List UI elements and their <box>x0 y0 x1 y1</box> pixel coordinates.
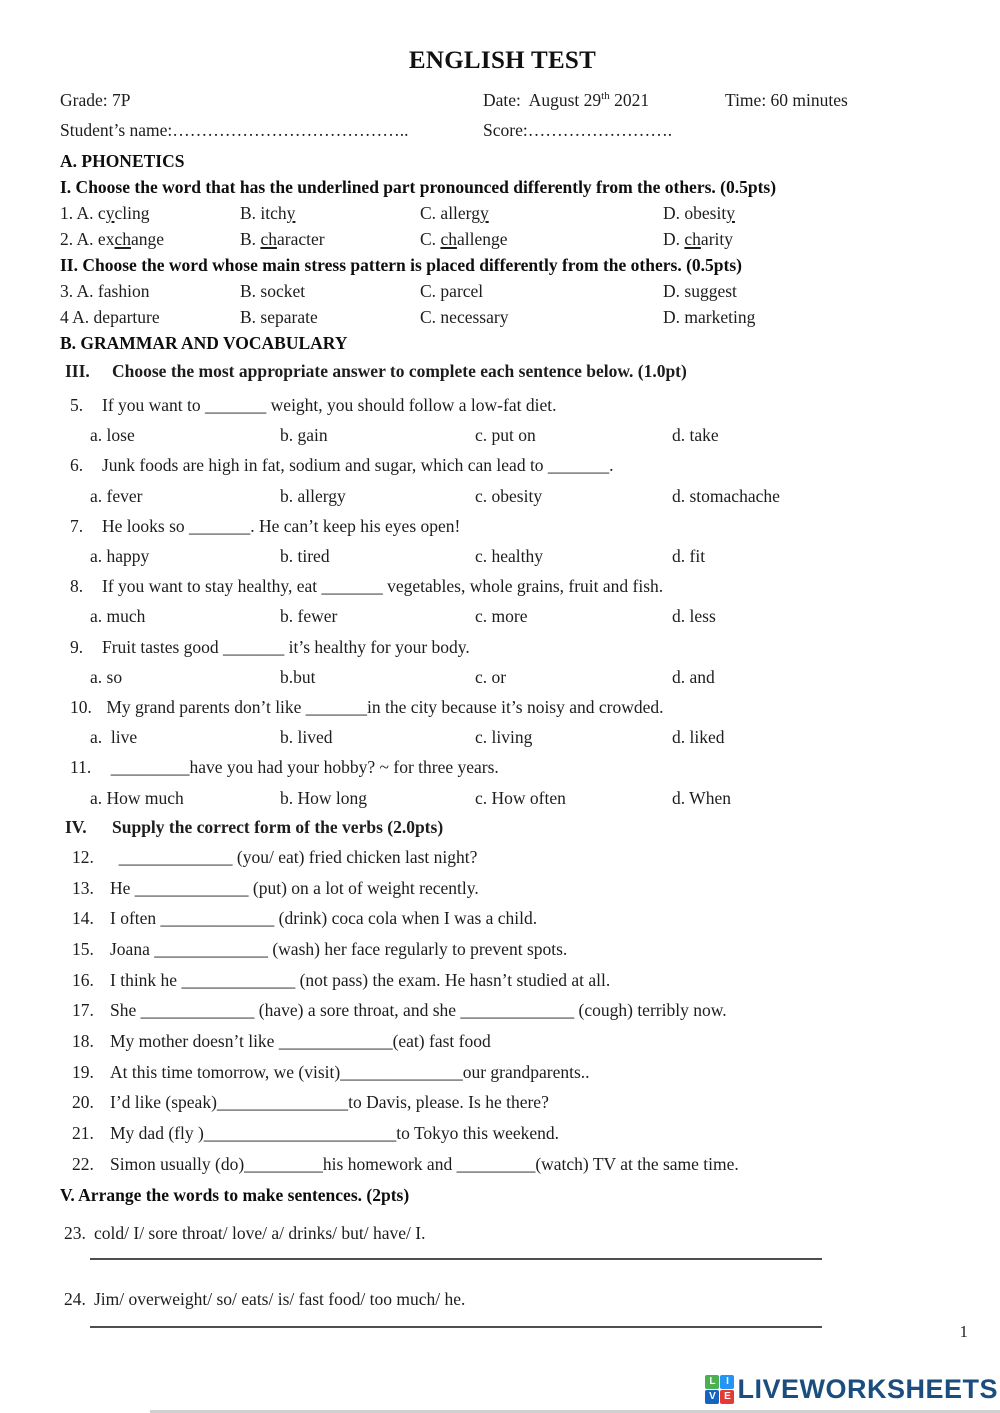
option-text: allenge <box>456 229 508 249</box>
time-label: Time: 60 minutes <box>725 90 848 110</box>
option-d[interactable]: d. less <box>672 606 716 627</box>
option-cell: 4 A. departure <box>60 307 160 327</box>
option-a[interactable]: a. so <box>90 666 123 687</box>
option-b[interactable]: b. gain <box>280 425 328 446</box>
option-cell <box>663 226 945 252</box>
option-text: C. allerg <box>420 203 480 223</box>
question-18 <box>60 1026 945 1057</box>
date-ordinal: th <box>601 90 610 103</box>
question-6 <box>60 450 945 480</box>
question-9 <box>60 632 945 662</box>
part-iv-heading <box>60 813 945 842</box>
question-23 <box>60 1220 945 1246</box>
question-text[interactable]: I think he _____________ (not pass) the exam. He hasn’t studied at all. <box>110 969 611 990</box>
option-cell: D. suggest <box>663 281 737 301</box>
question-22 <box>60 1149 945 1180</box>
section-b-heading: B. GRAMMAR AND VOCABULARY <box>60 333 348 353</box>
header-row-1 <box>60 88 945 112</box>
underlined-part: ch <box>440 229 457 249</box>
question-number: 13. <box>72 877 94 898</box>
question-10 <box>60 692 945 722</box>
grade-label: Grade: 7P <box>60 90 131 110</box>
part-number: III. <box>65 361 90 381</box>
option-d[interactable]: d. stomachache <box>672 485 780 506</box>
question-number: 6. <box>70 455 84 476</box>
part-i-heading: I. Choose the word that has the underlined part pronounced differently from the others. (0.5pts) <box>60 177 777 197</box>
option-b[interactable]: b. lived <box>280 727 333 748</box>
section-a-heading: A. PHONETICS <box>60 151 185 171</box>
question-text: Junk foods are high in fat, sodium and sugar, which can lead to _______. <box>102 455 614 476</box>
option-d[interactable]: d. take <box>672 425 719 446</box>
option-c[interactable]: c. put on <box>475 425 536 446</box>
question-number: 16. <box>72 969 94 990</box>
student-name-field[interactable]: Student’s name:………………………………….. <box>60 120 409 140</box>
option-cell <box>240 226 420 252</box>
page-number: 1 <box>959 1322 968 1341</box>
options-8 <box>90 601 945 631</box>
part-v-heading: V. Arrange the words to make sentences. (2pts) <box>60 1184 410 1205</box>
question-17 <box>60 995 945 1026</box>
question-1-row <box>60 200 945 226</box>
question-text[interactable]: At this time tomorrow, we (visit)______________our grandparents.. <box>110 1061 590 1082</box>
part-title: Supply the correct form of the verbs (2.0pts) <box>112 816 444 837</box>
part-number: IV. <box>65 816 87 837</box>
underlined-part: y <box>286 203 296 223</box>
question-number: 20. <box>72 1092 94 1113</box>
page-title: ENGLISH TEST <box>408 47 597 74</box>
option-text: D. obesit <box>663 203 727 223</box>
question-number: 23. <box>64 1222 86 1243</box>
multiple-choice-section <box>60 390 945 813</box>
option-b[interactable]: b. tired <box>280 546 330 567</box>
underlined-part: ch <box>684 229 701 249</box>
option-b[interactable]: b. How long <box>280 787 368 808</box>
option-a[interactable]: a. fever <box>90 485 143 506</box>
header-row-2 <box>60 118 945 142</box>
option-cell: D. marketing <box>663 307 756 327</box>
question-text[interactable]: He _____________ (put) on a lot of weight recently. <box>110 877 479 898</box>
question-number: 19. <box>72 1061 94 1082</box>
question-14 <box>60 903 945 934</box>
option-c[interactable]: c. How often <box>475 787 566 808</box>
question-text: If you want to _______ weight, you should follow a low-fat diet. <box>102 395 557 415</box>
question-text[interactable]: My mother doesn’t like _____________(eat) fast food <box>110 1031 491 1052</box>
underlined-part: y <box>726 203 735 223</box>
question-text: Fruit tastes good _______ it’s healthy for your body. <box>102 636 470 657</box>
option-a[interactable]: a. happy <box>90 546 150 567</box>
option-text: aracter <box>276 229 325 249</box>
answer-line-24[interactable] <box>90 1326 822 1328</box>
underlined-part: ch <box>260 229 277 249</box>
option-cell <box>663 200 945 226</box>
question-7 <box>60 511 945 541</box>
part-ii-heading: II. Choose the word whose main stress pattern is placed differently from the others. (0.5pts) <box>60 255 742 275</box>
question-16 <box>60 965 945 996</box>
part-iii-heading <box>60 357 945 386</box>
option-c[interactable]: c. more <box>475 606 528 627</box>
question-number: 7. <box>70 515 84 536</box>
question-text: cold/ I/ sore throat/ love/ a/ drinks/ but/ have/ I. <box>94 1222 426 1243</box>
question-number: 10. <box>70 697 92 718</box>
verb-form-section <box>60 842 945 1180</box>
option-text: ange <box>130 229 165 249</box>
question-text: _________have you had your hobby? ~ for three years. <box>102 757 499 778</box>
date-year: 2021 <box>609 90 650 110</box>
option-a[interactable]: a. lose <box>90 425 135 446</box>
liveworksheets-tiles-icon <box>705 1375 734 1404</box>
option-cell <box>420 200 663 226</box>
question-12 <box>60 842 945 873</box>
option-a[interactable]: a. much <box>90 606 146 627</box>
question-number: 8. <box>70 576 84 597</box>
options-7 <box>90 541 945 571</box>
option-text: arity <box>700 229 733 249</box>
option-text: cling <box>114 203 150 223</box>
option-cell: 3. A. fashion <box>60 281 150 301</box>
option-cell: B. socket <box>240 281 306 301</box>
date-label <box>483 88 725 112</box>
option-cell: C. parcel <box>420 281 484 301</box>
question-number: 24. <box>64 1288 86 1309</box>
question-13 <box>60 873 945 904</box>
option-text: D. <box>663 229 685 249</box>
question-5 <box>60 390 945 420</box>
underlined-part: ch <box>114 229 131 249</box>
question-text[interactable]: _____________ (you/ eat) fried chicken last night? <box>110 846 478 867</box>
question-text: Jim/ overweight/ so/ eats/ is/ fast food/ too much/ he. <box>94 1288 466 1309</box>
logo-tile-e: E <box>720 1390 734 1404</box>
logo-tile-l: L <box>705 1375 719 1389</box>
question-text[interactable]: She _____________ (have) a sore throat, and she _____________ (cough) terribly now. <box>110 1000 727 1021</box>
options-11 <box>90 783 945 813</box>
options-9 <box>90 662 945 692</box>
options-10 <box>90 722 945 752</box>
option-b[interactable]: b. fewer <box>280 606 338 627</box>
option-d[interactable]: d. and <box>672 666 715 687</box>
option-d[interactable]: d. fit <box>672 546 706 567</box>
date-text: Date: August 29 <box>483 90 602 110</box>
question-text[interactable]: Simon usually (do)_________his homework and _________(watch) TV at the same time. <box>110 1153 739 1174</box>
question-text: If you want to stay healthy, eat _______ vegetables, whole grains, fruit and fish. <box>102 576 664 597</box>
option-a[interactable]: a. How much <box>90 787 184 808</box>
option-cell: B. separate <box>240 307 318 327</box>
option-c[interactable]: c. obesity <box>475 485 543 506</box>
option-b[interactable]: b. allergy <box>280 485 346 506</box>
option-text: 2. A. ex <box>60 229 115 249</box>
question-21 <box>60 1118 945 1149</box>
question-20 <box>60 1087 945 1118</box>
option-text: 1. A. c <box>60 203 106 223</box>
question-number: 15. <box>72 938 94 959</box>
question-text: My grand parents don’t like _______in the city because it’s noisy and crowded. <box>102 697 664 718</box>
option-c[interactable]: c. healthy <box>475 546 544 567</box>
answer-line-23[interactable] <box>90 1258 822 1260</box>
option-a[interactable]: a. live <box>90 727 138 748</box>
option-d[interactable]: d. liked <box>672 727 725 748</box>
logo-tile-v: V <box>705 1390 719 1404</box>
underlined-part: y <box>479 203 489 223</box>
question-number: 21. <box>72 1123 94 1144</box>
question-4-row <box>60 304 945 330</box>
option-text: B. <box>240 229 261 249</box>
question-number: 22. <box>72 1153 94 1174</box>
question-15 <box>60 934 945 965</box>
question-text[interactable]: My dad (fly )______________________to Tokyo this weekend. <box>110 1123 560 1144</box>
options-5 <box>90 420 945 450</box>
question-11 <box>60 752 945 782</box>
option-b[interactable]: b.but <box>280 666 316 687</box>
question-number: 18. <box>72 1031 94 1052</box>
option-cell <box>420 226 663 252</box>
option-c[interactable]: c. living <box>475 727 533 748</box>
question-3-row <box>60 278 945 304</box>
question-2-row <box>60 226 945 252</box>
question-number: 17. <box>72 1000 94 1021</box>
option-text: B. itch <box>240 203 287 223</box>
logo-wordmark: LIVEWORKSHEETS <box>737 1374 998 1404</box>
option-cell <box>60 226 240 252</box>
question-number: 12. <box>72 846 94 867</box>
option-c[interactable]: c. or <box>475 666 507 687</box>
question-text[interactable]: I’d like (speak)_______________to Davis, please. Is he there? <box>110 1092 549 1113</box>
option-cell: C. necessary <box>420 307 509 327</box>
question-text: He looks so _______. He can’t keep his eyes open! <box>102 515 461 536</box>
question-text[interactable]: Joana _____________ (wash) her face regularly to prevent spots. <box>110 938 568 959</box>
option-cell <box>60 200 240 226</box>
question-number: 9. <box>70 636 84 657</box>
liveworksheets-logo[interactable] <box>705 1374 998 1404</box>
question-text[interactable]: I often _____________ (drink) coca cola when I was a child. <box>110 908 538 929</box>
option-cell <box>240 200 420 226</box>
option-d[interactable]: d. When <box>672 787 731 808</box>
question-number: 14. <box>72 908 94 929</box>
logo-tile-i: I <box>720 1375 734 1389</box>
question-number: 5. <box>70 395 84 415</box>
question-24 <box>60 1286 945 1312</box>
part-title: Choose the most appropriate answer to complete each sentence below. (1.0pt) <box>112 361 687 381</box>
score-field[interactable]: Score:……………………. <box>483 120 673 140</box>
question-number: 11. <box>70 757 92 778</box>
question-19 <box>60 1057 945 1088</box>
option-text: C. <box>420 229 441 249</box>
question-8 <box>60 571 945 601</box>
options-6 <box>90 481 945 511</box>
underlined-part: y <box>105 203 115 223</box>
